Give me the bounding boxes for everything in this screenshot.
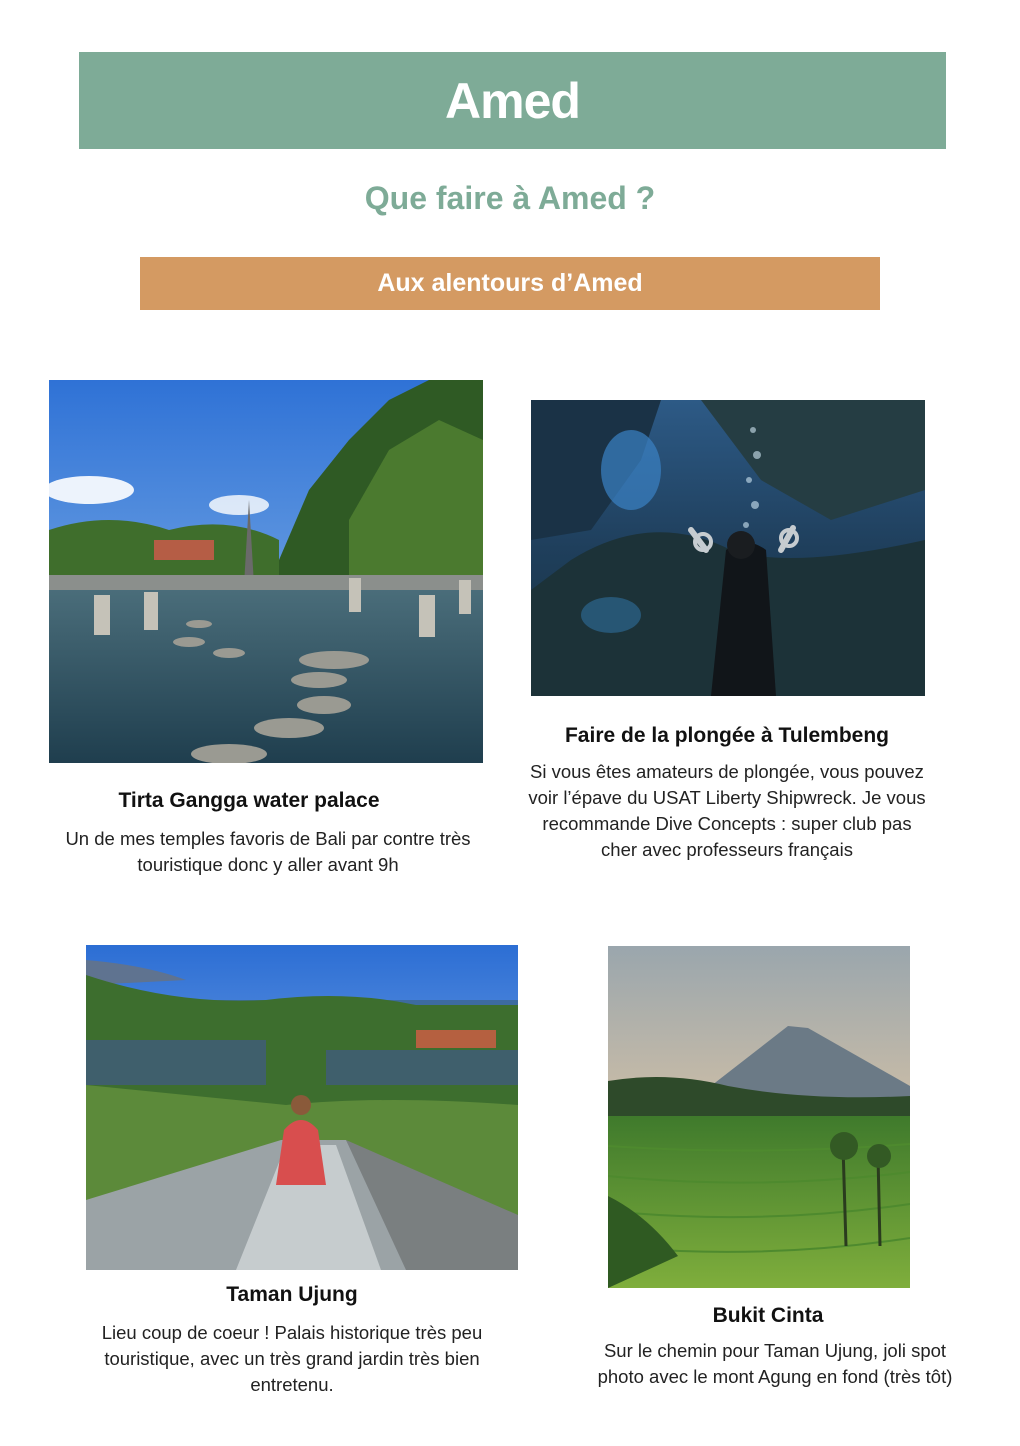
card-text-tirta-gangga: Un de mes temples favoris de Bali par contre très touristique donc y aller avant 9h [65, 828, 471, 875]
photo-tirta-gangga [49, 380, 483, 763]
header-banner [79, 52, 946, 149]
card-title-tirta-gangga: Tirta Gangga water palace [118, 789, 380, 812]
section-bar [140, 257, 880, 310]
section-label: Aux alentours d’Amed [377, 269, 643, 297]
page-title: Amed [445, 72, 580, 129]
card-title-taman-ujung: Taman Ujung [226, 1283, 358, 1306]
card-title-plongee: Faire de la plongée à Tulembeng [564, 724, 889, 747]
page-subtitle: Que faire à Amed ? [364, 180, 656, 216]
card-text-plongee: Si vous êtes amateurs de plongée, vous pouvez voir l’épave du USAT Liberty Shipwreck. Je vous recommande Dive Concepts : super club pas cher avec professeurs français [528, 761, 926, 860]
photo-plongee [531, 400, 925, 696]
card-text-taman-ujung: Lieu coup de coeur ! Palais historique très peu touristique, avec un très grand jardin très bien entretenu. [101, 1322, 483, 1395]
card-title-bukit-cinta: Bukit Cinta [712, 1304, 824, 1327]
photo-bukit-cinta [608, 946, 910, 1288]
photo-taman-ujung [86, 945, 518, 1270]
card-text-bukit-cinta: Sur le chemin pour Taman Ujung, joli spot photo avec le mont Agung en fond (très tôt) [597, 1340, 953, 1387]
